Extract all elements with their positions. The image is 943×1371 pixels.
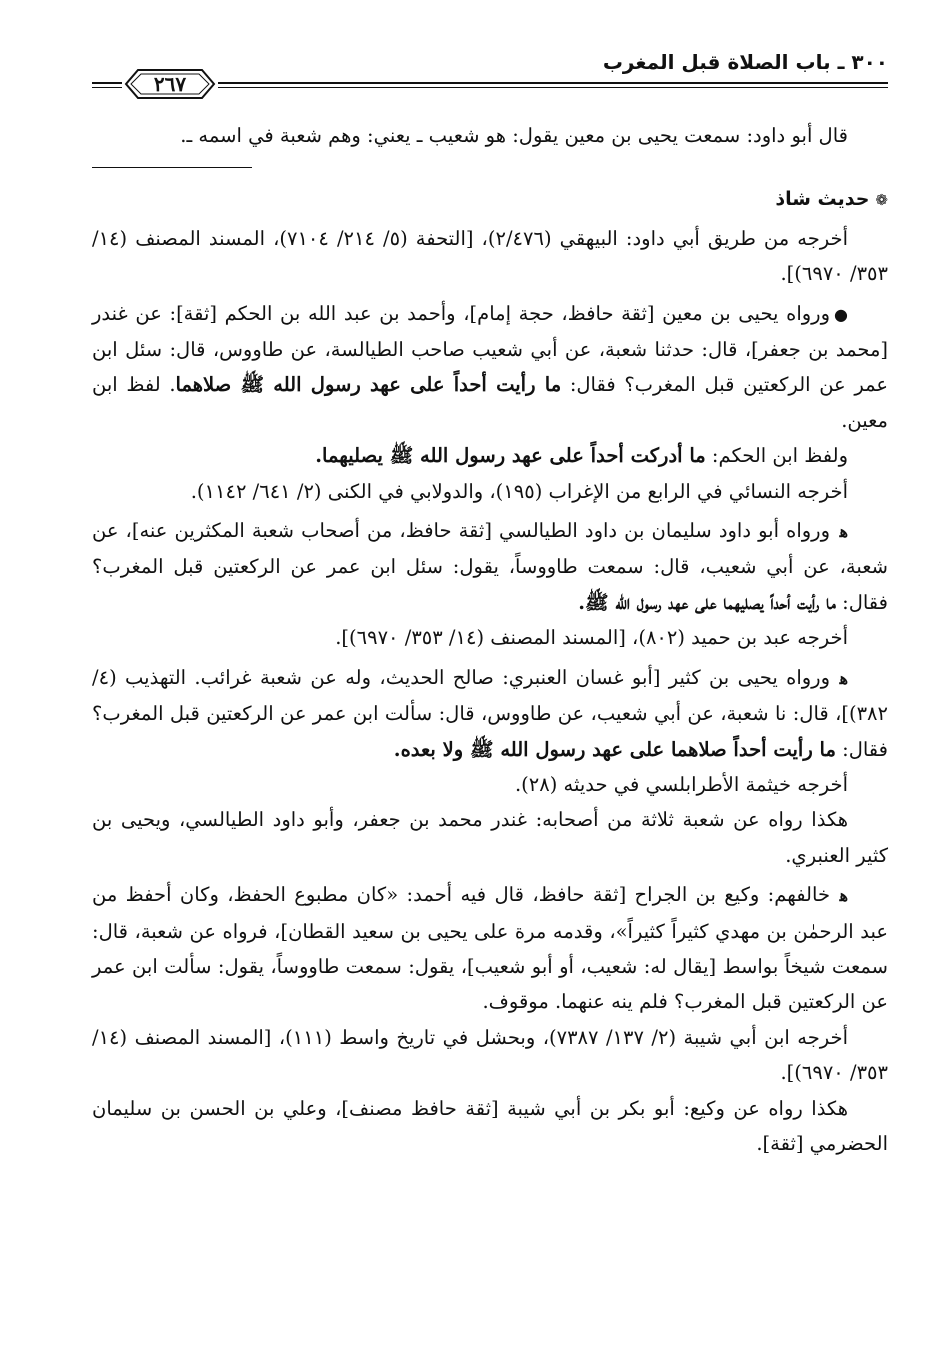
paragraph-5 bbox=[92, 513, 888, 620]
paragraph-5-matn: ما رأيت أحداً يصليهما على عهد رسول الله ﷺ. bbox=[578, 590, 836, 614]
chapter-title: ٣٠٠ ـ باب الصلاة قبل المغرب bbox=[602, 50, 888, 74]
sign-bullet-icon: ﻫ bbox=[839, 668, 848, 688]
flower-icon: ❁ bbox=[875, 191, 888, 210]
paragraph-2 bbox=[92, 296, 888, 439]
section-heading bbox=[92, 182, 888, 218]
paragraph-7-text: ورواه يحيى بن كثير [أبو غسان العنبري: صالح الحديث، وله عن شعبة غرائب. التهذيب (٤/ ٣٨٢)]، قال: نا شعبة، عن أبي شعيب، عن طاووس، قال: سألت ابن عمر عن الركعتين قبل المغرب؟ فقال: bbox=[92, 665, 888, 761]
paragraph-3-matn: ما أدركت أحداً على عهد رسول الله ﷺ يصليهما. bbox=[315, 444, 706, 468]
running-header bbox=[92, 44, 888, 98]
paragraph-4: أخرجه النسائي في الرابع من الإغراب (١٩٥)، والدولابي في الكنى (٢/ ٦٤١/ ١١٤٢). bbox=[190, 479, 848, 503]
paragraph-9: هكذا رواه عن شعبة ثلاثة من أصحابه: غندر محمد بن جعفر، وأبو داود الطيالسي، ويحيى بن كثير العنبري. bbox=[92, 808, 888, 867]
paragraph-12: هكذا رواه عن وكيع: أبو بكر بن أبي شيبة [ثقة حافظ مصنف]، وعلي بن الحسن بن سليمان الحضرمي [ثقة]. bbox=[92, 1096, 888, 1155]
section-title: حديث شاذ bbox=[775, 188, 870, 211]
paragraph-8: أخرجه خيثمة الأطرابلسي في حديثه (٢٨). bbox=[514, 772, 848, 796]
paragraph-1: أخرجه من طريق أبي داود: البيهقي (٢/٤٧٦)، [التحفة (٥/ ٢١٤/ ٧١٠٤)، المسند المصنف (١٤/ ٣٥٣/ ٦٩٧٠)]. bbox=[92, 226, 888, 286]
page-body bbox=[92, 118, 888, 1161]
paragraph-6: أخرجه عبد بن حميد (٨٠٢)، [المسند المصنف (١٤/ ٣٥٣/ ٦٩٧٠)]. bbox=[335, 626, 848, 650]
sign-bullet-icon: ﻫ bbox=[839, 522, 848, 542]
paragraph-2-tail: . لفظ ابن معين. bbox=[92, 373, 888, 432]
paragraph-2-text: ورواه يحيى بن معين [ثقة حافظ، حجة إمام]، وأحمد بن عبد الله بن الحكم [ثقة]: عن غندر [محمد بن جعفر]، قال: حدثنا شعبة، عن أبي شعيب صاحب الطيالسة، عن طاووس، قال: سئل ابن عمر عن الركعتين قبل المغرب؟ فقال: bbox=[92, 301, 889, 397]
dot-bullet-icon: ● bbox=[834, 304, 848, 324]
top-note: قال أبو داود: سمعت يحيى بن معين يقول: هو شعيب ـ يعني: وهم شعبة في اسمه ـ. bbox=[180, 124, 848, 147]
paragraph-2-matn: ما رأيت أحداً على عهد رسول الله ﷺ صلاهما bbox=[175, 373, 562, 397]
paragraph-11: أخرجه ابن أبي شيبة (٢/ ١٣٧/ ٧٣٨٧)، وبحشل في تاريخ واسط (١١١)، [المسند المصنف (١٤/ ٣٥٣/ ٦٩٧٠)]. bbox=[92, 1025, 888, 1085]
paragraph-5-text: ورواه أبو داود سليمان بن داود الطيالسي [ثقة حافظ، من أصحاب شعبة المكثرين عنه]، عن شعبة، عن أبي شعيب، قال: سمعت طاووساً، يقول: سئل ابن عمر عن الركعتين قبل المغرب؟ فقال: bbox=[92, 519, 888, 614]
paragraph-3-text: ولفظ ابن الحكم: bbox=[705, 444, 848, 468]
paragraph-7 bbox=[92, 660, 888, 767]
header-rule bbox=[218, 82, 888, 88]
paragraph-10-text: خالفهم: وكيع بن الجراح [ثقة حافظ، قال فيه أحمد: «كان مطبوع الحفظ، وكان أحفظ من عبد الرحمٰن بن مهدي كثيراً كثيراً»، وقدمه مرة على يحيى بن سعيد القطان]، فرواه عن شعبة، قال: سمعت شيخاً بواسط [يقال له: شعيب، أو أبو شعيب]، يقول: سمعت طاووساً، يقول: سألت ابن عمر عن الركعتين قبل المغرب؟ فلم ينه عنهما. موقوف. bbox=[92, 883, 888, 1014]
separator-rule bbox=[92, 167, 252, 168]
page-number: ٢٦٧ bbox=[153, 72, 187, 96]
paragraph-10 bbox=[92, 877, 888, 1020]
header-rule-short bbox=[92, 82, 122, 88]
page-number-badge bbox=[124, 66, 216, 102]
sign-bullet-icon: ﻫ bbox=[839, 886, 848, 906]
paragraph-3 bbox=[92, 438, 888, 473]
paragraph-7-matn: ما رأيت أحداً صلاهما على عهد رسول الله ﷺ ولا بعده. bbox=[393, 737, 836, 761]
